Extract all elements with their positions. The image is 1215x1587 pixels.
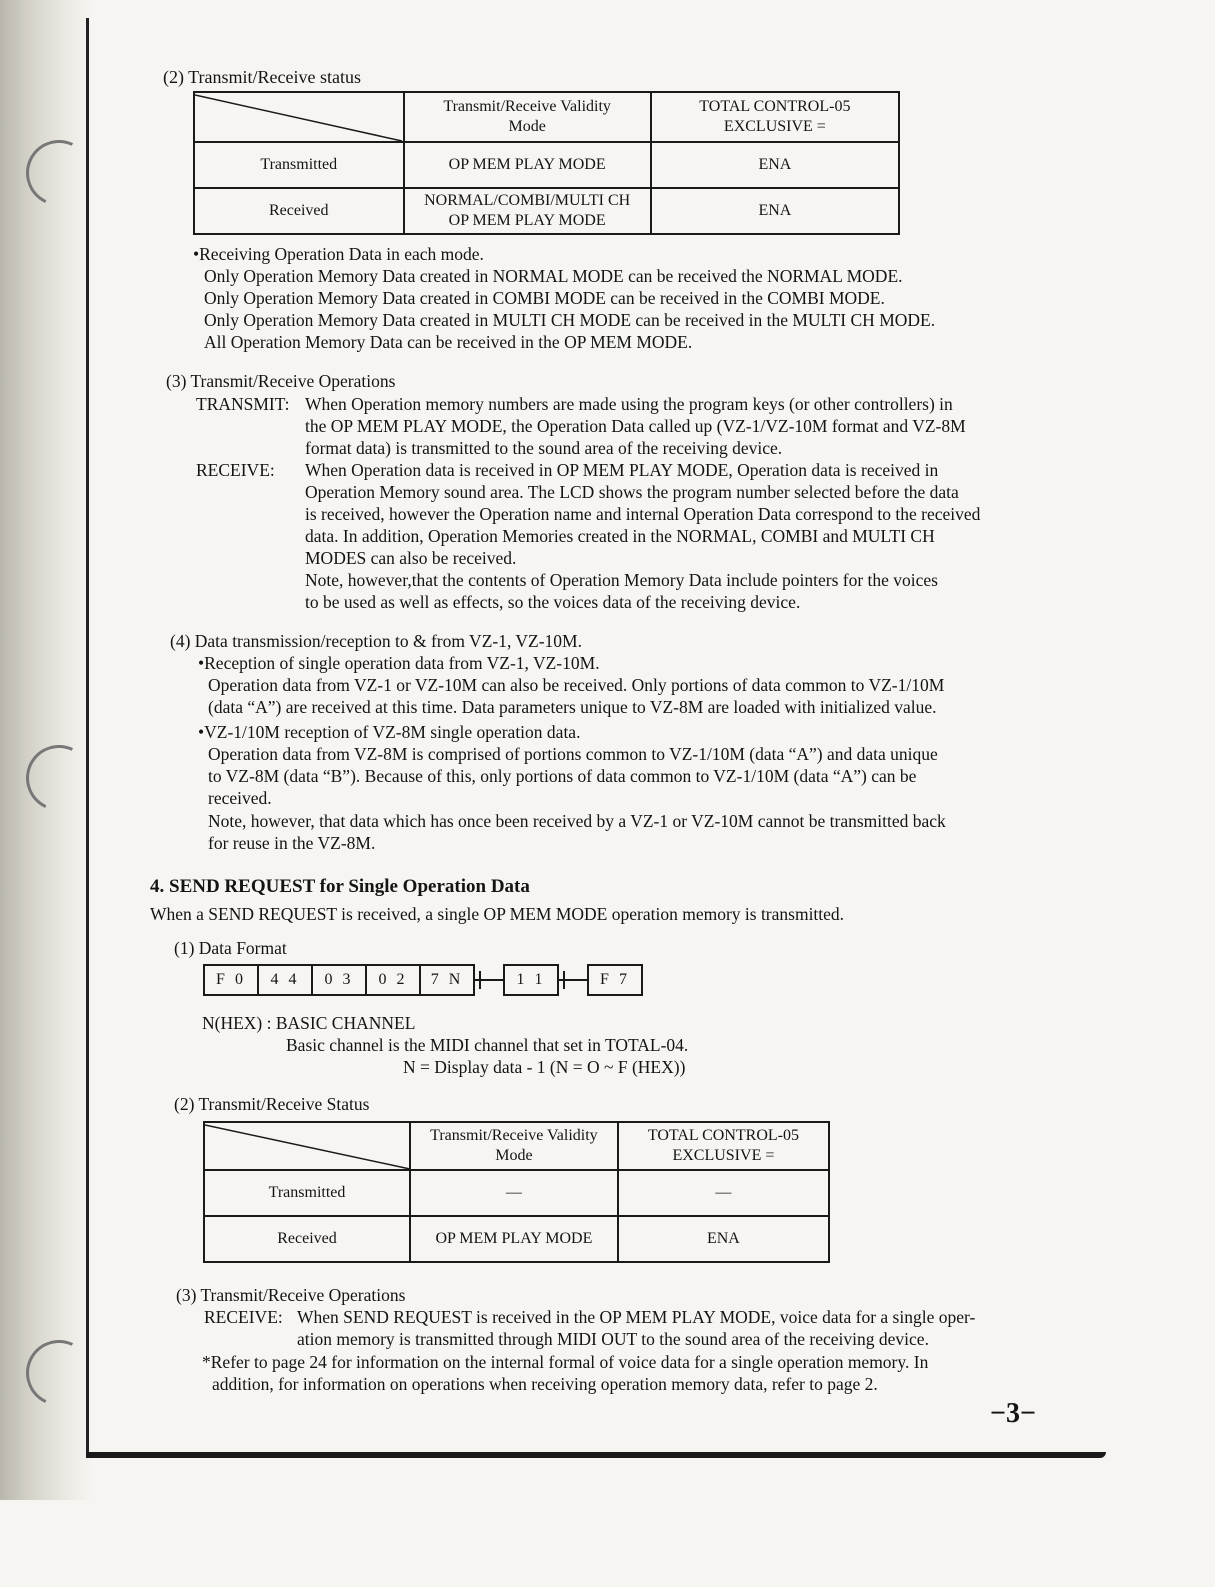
body-line: *Refer to page 24 for information on the internal formal of voice data for a single operation memory. In	[202, 1352, 929, 1372]
body-line: received.	[208, 788, 272, 808]
header-mode-line1: Transmit/Receive Validity	[443, 98, 611, 115]
diagonal-header-cell	[194, 92, 404, 142]
body-line: •VZ-1/10M reception of VZ-8M single operation data.	[198, 722, 581, 742]
note-line: Only Operation Memory Data created in NORMAL MODE can be received the NORMAL MODE.	[204, 266, 903, 286]
table-row	[204, 1170, 829, 1216]
header-exclusive-line1: TOTAL CONTROL-05	[699, 98, 851, 115]
note-line: •Receiving Operation Data in each mode.	[193, 244, 484, 264]
row-label: Transmitted	[194, 142, 404, 188]
header-mode-line1: Transmit/Receive Validity	[430, 1127, 598, 1144]
format-connector	[557, 979, 587, 981]
section-title: (4) Data transmission/reception to & from VZ-1, VZ-10M.	[170, 631, 582, 651]
body-line: (data “A”) are received at this time. Data parameters unique to VZ-8M are loaded with initialized value.	[208, 697, 937, 717]
header-mode-line2: Mode	[495, 1147, 533, 1164]
section-title: (2) Transmit/Receive Status	[174, 1094, 370, 1114]
body-line: When Operation memory numbers are made using the program keys (or other controllers) in	[305, 394, 953, 414]
body-line: data. In addition, Operation Memories created in the NORMAL, COMBI and MULTI CH	[305, 526, 935, 546]
format-connector	[473, 979, 503, 981]
bottom-rule	[86, 1452, 1106, 1458]
nhex-label: N(HEX) : BASIC CHANNEL	[202, 1013, 416, 1033]
body-line: Operation Memory sound area. The LCD shows the program number selected before the data	[305, 482, 959, 502]
row-exclusive: ENA	[651, 188, 899, 234]
section-title: (1) Data Format	[174, 938, 287, 958]
table-row	[194, 142, 899, 188]
format-byte: 7 N	[419, 964, 475, 996]
row-label: Received	[194, 188, 404, 234]
row-exclusive: ENA	[651, 142, 899, 188]
receive-label: RECEIVE:	[204, 1307, 283, 1327]
body-line: Basic channel is the MIDI channel that set in TOTAL-04.	[286, 1035, 689, 1055]
body-line: When Operation data is received in OP MEM PLAY MODE, Operation data is received in	[305, 460, 939, 480]
header-exclusive-line2: EXCLUSIVE =	[723, 118, 826, 135]
body-line: addition, for information on operations when receiving operation memory data, refer to page 2.	[212, 1374, 878, 1394]
diagonal-header-cell	[204, 1122, 410, 1170]
header-mode	[410, 1122, 618, 1170]
format-byte: 0 3	[311, 964, 367, 996]
row-mode: —	[410, 1170, 618, 1216]
body-line: for reuse in the VZ-8M.	[208, 833, 376, 853]
row-label: Transmitted	[204, 1170, 410, 1216]
section-title: (3) Transmit/Receive Operations	[176, 1285, 406, 1305]
page-number: −3−	[990, 1398, 1036, 1429]
format-byte: F 7	[587, 964, 643, 996]
header-exclusive-line1: TOTAL CONTROL-05	[647, 1127, 799, 1144]
section-heading: 4. SEND REQUEST for Single Operation Data	[150, 876, 530, 897]
body-line: is received, however the Operation name and internal Operation Data correspond to the received	[305, 504, 981, 524]
format-byte: 0 2	[365, 964, 421, 996]
row-mode-line1: NORMAL/COMBI/MULTI CH	[424, 192, 631, 209]
table-row	[204, 1216, 829, 1262]
header-mode-line2: Mode	[508, 118, 546, 135]
body-line: the OP MEM PLAY MODE, the Operation Data called up (VZ-1/VZ-10M format and VZ-8M	[305, 416, 966, 436]
body-line: Operation data from VZ-8M is comprised of portions common to VZ-1/10M (data “A”) and data unique	[208, 744, 938, 764]
section-title: (2) Transmit/Receive status	[163, 67, 361, 87]
body-line: Operation data from VZ-1 or VZ-10M can also be received. Only portions of data common to VZ-1/10M	[208, 675, 945, 695]
body-line: •Reception of single operation data from VZ-1, VZ-10M.	[198, 653, 600, 673]
body-line: MODES can also be received.	[305, 548, 517, 568]
body-line: N = Display data - 1 (N = O ~ F (HEX))	[403, 1057, 686, 1077]
table-row	[194, 188, 899, 234]
header-exclusive	[618, 1122, 829, 1170]
header-mode	[404, 92, 651, 142]
format-byte: F 0	[203, 964, 259, 996]
receive-label: RECEIVE:	[196, 460, 275, 480]
body-line: format data) is transmitted to the sound area of the receiving device.	[305, 438, 783, 458]
body-line: Note, however,that the contents of Operation Memory Data include pointers for the voices	[305, 570, 938, 590]
page-margin-rule	[86, 18, 89, 1458]
row-exclusive: —	[618, 1170, 829, 1216]
body-line: ation memory is transmitted through MIDI OUT to the sound area of the receiving device.	[297, 1329, 929, 1349]
row-mode: OP MEM PLAY MODE	[410, 1216, 618, 1262]
transmit-label: TRANSMIT:	[196, 394, 290, 414]
note-line: All Operation Memory Data can be received in the OP MEM MODE.	[204, 332, 693, 352]
header-exclusive	[651, 92, 899, 142]
format-byte: 1 1	[503, 964, 559, 996]
body-line: to be used as well as effects, so the voices data of the receiving device.	[305, 592, 801, 612]
header-exclusive-line2: EXCLUSIVE =	[672, 1147, 775, 1164]
transmit-receive-table-2	[203, 1121, 830, 1263]
row-mode	[404, 188, 651, 234]
format-byte: 4 4	[257, 964, 313, 996]
row-mode-line2: OP MEM PLAY MODE	[448, 212, 606, 229]
note-line: Only Operation Memory Data created in COMBI MODE can be received in the COMBI MODE.	[204, 288, 885, 308]
body-line: to VZ-8M (data “B”). Because of this, only portions of data common to VZ-1/10M (data “A”) can be	[208, 766, 917, 786]
row-label: Received	[204, 1216, 410, 1262]
body-line: When a SEND REQUEST is received, a single OP MEM MODE operation memory is transmitted.	[150, 904, 845, 924]
body-line: When SEND REQUEST is received in the OP MEM PLAY MODE, voice data for a single oper-	[297, 1307, 976, 1327]
row-exclusive: ENA	[618, 1216, 829, 1262]
section-title: (3) Transmit/Receive Operations	[166, 371, 396, 391]
row-mode: OP MEM PLAY MODE	[404, 142, 651, 188]
note-line: Only Operation Memory Data created in MULTI CH MODE can be received in the MULTI CH MODE.	[204, 310, 936, 330]
body-line: Note, however, that data which has once been received by a VZ-1 or VZ-10M cannot be transmitted back	[208, 811, 946, 831]
transmit-receive-table-1	[193, 91, 900, 235]
